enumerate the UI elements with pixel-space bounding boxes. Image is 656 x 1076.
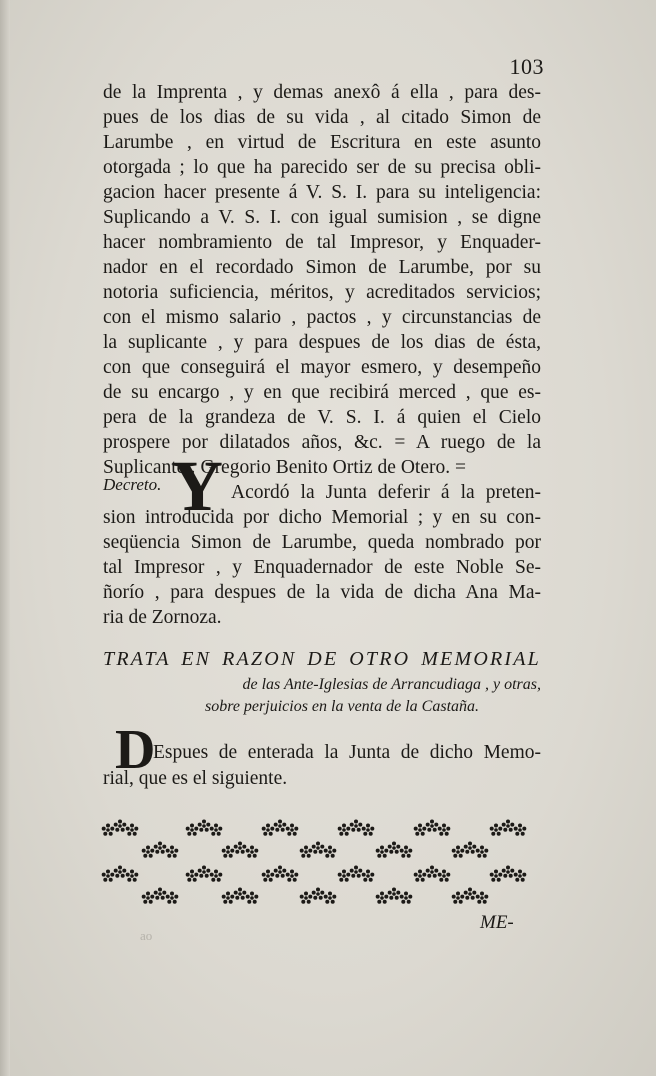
paragraph-initial-letter: D xyxy=(115,719,156,781)
ornament-row-lower xyxy=(102,866,527,882)
page-number: 103 xyxy=(509,54,544,79)
text-line: Suplicante : Gregorio Benito Ortiz de Otero. = xyxy=(103,457,466,478)
text-line: seqüencia Simon de Larumbe, queda nombrado por xyxy=(103,532,541,553)
text-line: ria de Zornoza. xyxy=(103,607,222,628)
text-line: pera de la grandeza de V. S. I. á quien el Cielo xyxy=(103,407,541,428)
text-line: con el mismo salario , pactos , y circunstancias de xyxy=(103,307,541,328)
bleed-through-mark: ao xyxy=(140,928,153,943)
text-line: gacion hacer presente á V. S. I. para su inteligencia: xyxy=(103,182,541,203)
text-line: de su encargo , y en que recibirá merced , que es- xyxy=(103,382,541,403)
decree-first-line: Acordó la Junta deferir á la preten- xyxy=(231,482,541,503)
text-line: Larumbe , en virtud de Escritura en este asunto xyxy=(103,132,541,153)
decree-text xyxy=(103,505,541,630)
text-line: notoria suficiencia, méritos, y acreditados servicios; xyxy=(103,282,541,303)
text-line: prospere por dilatados años, &c. = A ruego de la xyxy=(103,432,541,453)
floral-ornament-band xyxy=(100,818,540,908)
text-line: tal Impresor , y Enquadernador de este Noble Se- xyxy=(103,557,541,578)
text-line: otorgada ; lo que ha parecido ser de su precisa obli- xyxy=(103,157,541,178)
ornament-row-middle xyxy=(142,842,489,858)
heading-title: TRATA EN RAZON DE OTRO MEMORIAL xyxy=(103,648,541,670)
text-line: pues de los dias de su vida , al citado Simon de xyxy=(103,107,541,128)
memorial-body-text xyxy=(103,80,541,480)
text-line: con que conseguirá el mayor esmero, y desempeño xyxy=(103,357,541,378)
decree-initial-letter: Y xyxy=(171,446,223,526)
ornament-row-bottom xyxy=(142,888,489,904)
ornament-row-top xyxy=(102,820,527,836)
text-line: ñorío , para despues de la vida de dicha Ana Ma- xyxy=(103,582,541,603)
text-line: Suplicando a V. S. I. con igual sumision , se digne xyxy=(103,207,541,228)
page-edge-shadow xyxy=(0,0,10,1076)
text-line: hacer nombramiento de tal Impresor, y Enquader- xyxy=(103,232,541,253)
paragraph-second-line: rial, que es el siguiente. xyxy=(103,768,288,789)
text-line: la suplicante , y para despues de los dias de ésta, xyxy=(103,332,541,353)
heading-subtitle-2: sobre perjuicios en la venta de la Castaña. xyxy=(204,698,480,715)
heading-subtitle-1: de las Ante-Iglesias de Arrancudiaga , y otras, xyxy=(242,676,541,693)
catchword: ME- xyxy=(480,912,514,933)
text-line: nador en el recordado Simon de Larumbe, por su xyxy=(103,257,541,278)
decree-label: Decreto. xyxy=(103,475,162,494)
section-heading xyxy=(103,648,541,718)
paragraph-first-line: Espues de enterada la Junta de dicho Memo- xyxy=(153,742,541,763)
text-line: de la Imprenta , y demas anexô á ella , para des- xyxy=(103,82,541,103)
text-line: sion introducida por dicho Memorial ; y en su con- xyxy=(103,507,541,528)
